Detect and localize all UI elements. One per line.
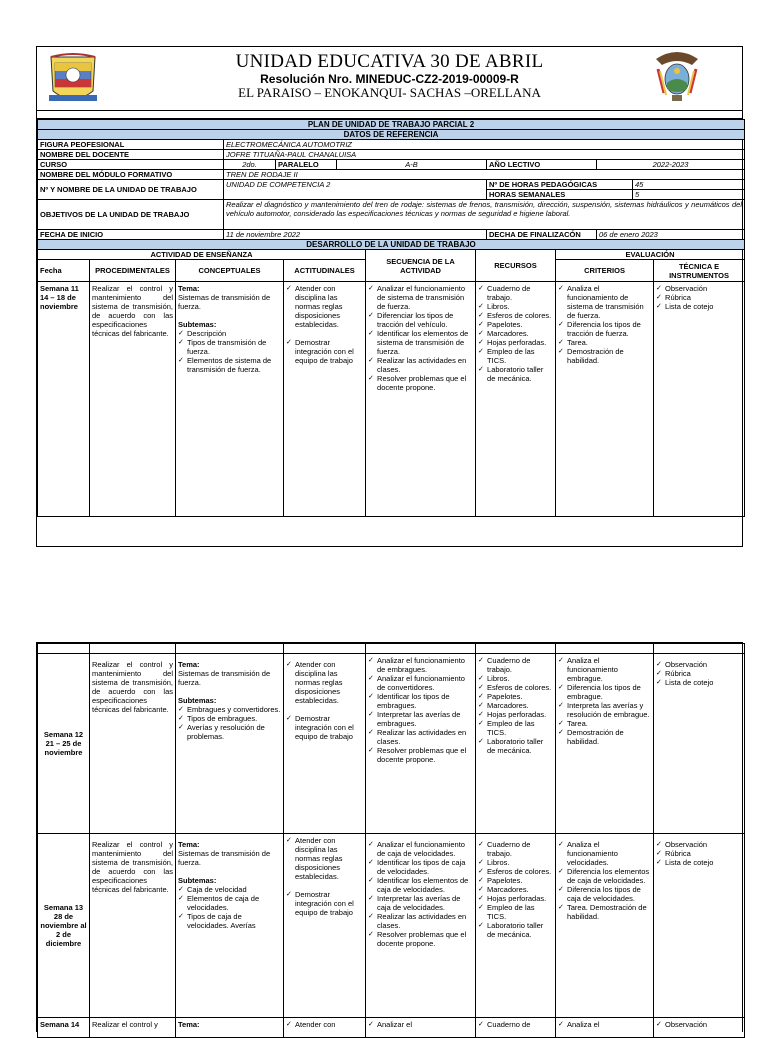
list-item: ✓ Esferos de colores. (478, 311, 553, 320)
list-item: ✓ Resolver problemas que el docente propone. (368, 374, 473, 392)
tema-value: Sistemas de transmisión de fuerza. (178, 669, 271, 687)
unidad-value: UNIDAD DE COMPETENCIA 2 (224, 180, 487, 200)
recurso-item: ✓ Cuaderno de (478, 1020, 553, 1029)
actitudinales-header: ACTITUDINALES (284, 260, 366, 282)
conceptual-cell (176, 282, 284, 517)
criterio-item: ✓ Analiza el (558, 1020, 651, 1029)
list-item: ✓ Resolver problemas que el docente propone. (368, 930, 473, 948)
secuencia-header: SECUENCIA DE LA ACTIVIDAD (366, 250, 476, 282)
list-item: ✓ Hojas perforadas. (478, 710, 553, 719)
secuencia-list (368, 656, 473, 764)
actitudinal-item: ✓ Atender con (286, 1020, 363, 1029)
list-item: ✓ Realizar las actividades en clases. (368, 356, 473, 374)
list-item: ✓ Papelotes. (478, 320, 553, 329)
list-item: ✓ Analiza el funcionamiento velocidades. (558, 840, 651, 867)
objetivos-value: Realizar el diagnóstico y mantenimiento del tren de rodaje: sistemas de frenos, transmisión, dirección, suspensión, sistemas hidráulicos y neumáticos del vehículo automotor, considerado las especificaciones técnicas y normas de seguridad e higiene laboral. (224, 200, 745, 230)
list-item: ✓ Papelotes. (478, 876, 553, 885)
modulo-label: NOMBRE DEL MÓDULO FORMATIVO (38, 170, 224, 180)
list-item: ✓ Diferenciar los tipos de tracción del vehículo. (368, 311, 473, 329)
list-item: ✓ Cuaderno de trabajo. (478, 656, 553, 674)
resolution-number: Resolución Nro. MINEDUC-CZ2-2019-00009-R (260, 72, 519, 86)
list-item: ✓ Rúbrica (656, 669, 742, 678)
actitudinal-item: ✓ Atender con disciplina las normas reglas disposiciones establecidas. (286, 660, 363, 705)
list-item: ✓ Observación (656, 284, 742, 293)
list-item: ✓ Caja de velocidad (178, 885, 281, 894)
list-item: ✓ Lista de cotejo (656, 678, 742, 687)
actividad-header: ACTIVIDAD DE ENSEÑANZA (38, 250, 366, 260)
inicio-label: FECHA DE INICIO (38, 230, 224, 240)
list-item: ✓ Demostración de habilidad. (558, 347, 651, 365)
subtemas-label: Subtemas: (178, 320, 217, 329)
list-item: ✓ Tipos de caja de velocidades. Averías (178, 912, 281, 930)
reference-title: DATOS DE REFERENCIA (38, 130, 745, 140)
docente-label: NOMBRE DEL DOCENTE (38, 150, 224, 160)
actitudinal-item: ✓ Atender con disciplina las normas reglas disposiciones establecidas. (286, 284, 363, 329)
criterios-list (558, 840, 651, 921)
reference-data-table (37, 119, 745, 250)
semana-label: Semana 11 14 – 18 de noviembre (38, 282, 90, 517)
tema-label: Tema: (178, 284, 200, 293)
list-item: ✓ Papelotes. (478, 692, 553, 701)
secuencia-item: ✓ Analizar el (368, 1020, 473, 1029)
fecha-header: Fecha (38, 260, 90, 282)
table-row (38, 1018, 745, 1038)
list-item: ✓ Demostración de habilidad. (558, 728, 651, 746)
list-item: ✓ Hojas perforadas. (478, 894, 553, 903)
list-item: ✓ Esferos de colores. (478, 683, 553, 692)
horas-pedagogicas-label: Nº DE HORAS PEDAGÓGICAS (487, 180, 633, 190)
list-item: ✓ Observación (656, 840, 742, 849)
conceptuales-header: CONCEPTUALES (176, 260, 284, 282)
recursos-list (478, 284, 553, 383)
list-item: ✓ Cuaderno de trabajo. (478, 284, 553, 302)
list-item: ✓ Elementos de sistema de transmisión de fuerza. (178, 356, 281, 374)
list-item: ✓ Libros. (478, 302, 553, 311)
unidad-label: Nº Y NOMBRE DE LA UNIDAD DE TRABAJO (38, 180, 224, 200)
procedimental-text: Realizar el control y mantenimiento del sistema de transmisión, de acuerdo con las especificaciones técnicas del fabricante. (90, 282, 176, 517)
list-item: ✓ Laboratorio taller de mecánica. (478, 365, 553, 383)
list-item: ✓ Analizar el funcionamiento de embragues. (368, 656, 473, 674)
table-row (38, 654, 745, 834)
objetivos-label: OBJETIVOS DE LA UNIDAD DE TRABAJO (38, 200, 224, 230)
inicio-value: 11 de noviembre 2022 (224, 230, 487, 240)
list-item: ✓ Laboratorio taller de mecánica. (478, 737, 553, 755)
list-item: ✓ Libros. (478, 674, 553, 683)
horas-pedagogicas-value: 45 (633, 180, 745, 190)
list-item: ✓ Rúbrica (656, 293, 742, 302)
actitudinal-item: ✓ Atender con disciplina las normas reglas disposiciones establecidas. (286, 836, 363, 881)
list-item: ✓ Diferencia los tipos de caja de velocidades. (558, 885, 651, 903)
list-item: ✓ Analizar el funcionamiento de sistema de transmisión de fuerza. (368, 284, 473, 311)
school-location: EL PARAISO – ENOKANQUI- SACHAS –ORELLANA (238, 85, 541, 100)
list-item: ✓ Tipos de embragues. (178, 714, 281, 723)
table-row (38, 282, 745, 517)
actitudinal-cell (284, 282, 366, 517)
actitudinal-item: ✓ Demostrar integración con el equipo de trabajo (286, 890, 363, 917)
subtemas-list (178, 329, 281, 374)
actitudinal-cell (284, 834, 366, 1018)
subtemas-label: Subtemas: (178, 696, 217, 705)
semana-label: Semana 13 28 de noviembre al 2 de diciembre (38, 834, 90, 1018)
tecnica-item: ✓ Observación (656, 1020, 742, 1029)
list-item: ✓ Laboratorio taller de mecánica. (478, 921, 553, 939)
subtemas-label: Subtemas: (178, 876, 217, 885)
list-item: ✓ Interpretar las averías de embragues. (368, 710, 473, 728)
plan-title: PLAN DE UNIDAD DE TRABAJO PARCIAL 2 (38, 120, 745, 130)
paralelo-value: A-B (337, 160, 487, 170)
evaluacion-header: EVALUACIÓN (556, 250, 745, 260)
list-item: ✓ Cuaderno de trabajo. (478, 840, 553, 858)
secuencia-list (368, 284, 473, 392)
list-item: ✓ Empleo de las TICS. (478, 719, 553, 737)
curso-value: 2do. (224, 160, 276, 170)
list-item: ✓ Realizar las actividades en clases. (368, 912, 473, 930)
procedimental-text: Realizar el control y mantenimiento del sistema de transmisión, de acuerdo con las especificaciones técnicas del fabricante. (90, 654, 176, 834)
semana-label: Semana 14 (38, 1018, 90, 1038)
list-item: ✓ Empleo de las TICS. (478, 347, 553, 365)
list-item: ✓ Realizar las actividades en clases. (368, 728, 473, 746)
figura-value: ELECTROMECÁNICA AUTOMOTRIZ (224, 140, 745, 150)
list-item: ✓ Tarea. (558, 719, 651, 728)
lectivo-value: 2022-2023 (597, 160, 745, 170)
figura-label: FIGURA PEOFESIONAL (38, 140, 224, 150)
recursos-list (478, 656, 553, 755)
list-item: ✓ Hojas perforadas. (478, 338, 553, 347)
horas-semanales-value: 5 (633, 190, 745, 200)
list-item: ✓ Marcadores. (478, 701, 553, 710)
list-item: ✓ Interpreta las averías y resolución de embrague. (558, 701, 651, 719)
tecnica-header: TÉCNICA E INSTRUMENTOS (654, 260, 745, 282)
list-item: ✓ Tarea. Demostración de habilidad. (558, 903, 651, 921)
docente-value: JOFRE TITUAÑA-PAUL CHANALUISA (224, 150, 745, 160)
document-page-1 (36, 46, 743, 547)
list-item: ✓ Descripción (178, 329, 281, 338)
secuencia-list (368, 840, 473, 948)
lectivo-label: AÑO LECTIVO (487, 160, 597, 170)
criterios-header: CRITERIOS (556, 260, 654, 282)
procedimental-text: Realizar el control y mantenimiento del sistema de transmisión, de acuerdo con las especificaciones técnicas del fabricante. (90, 834, 176, 1018)
actitudinal-item: ✓ Demostrar integración con el equipo de trabajo (286, 338, 363, 365)
list-item: ✓ Diferencia los elementos de caja de velocidades. (558, 867, 651, 885)
development-table-continued (37, 643, 745, 1038)
procedimentales-header: PROCEDIMENTALES (90, 260, 176, 282)
list-item: ✓ Lista de cotejo (656, 858, 742, 867)
tema-value: Sistemas de transmisión de fuerza. (178, 293, 271, 311)
tecnicas-list (656, 284, 742, 311)
list-item: ✓ Interpretar las averías de caja de velocidades. (368, 894, 473, 912)
subtemas-list (178, 885, 281, 930)
tema-label: Tema: (178, 660, 200, 669)
criterios-list (558, 284, 651, 365)
actitudinal-cell (284, 654, 366, 834)
tema-label: Tema: (178, 840, 200, 849)
recursos-list (478, 840, 553, 939)
list-item: ✓ Libros. (478, 858, 553, 867)
curso-label: CURSO (38, 160, 224, 170)
conceptual-cell (176, 834, 284, 1018)
list-item: ✓ Diferencia los tipos de tracción de fuerza. (558, 320, 651, 338)
table-row (38, 834, 745, 1018)
list-item: ✓ Lista de cotejo (656, 302, 742, 311)
national-coat-of-arms (652, 49, 702, 107)
list-item: ✓ Embragues y convertidores. (178, 705, 281, 714)
list-item: ✓ Analiza el funcionamiento embrague. (558, 656, 651, 683)
document-page-2 (36, 642, 743, 1032)
recursos-header: RECURSOS (476, 250, 556, 282)
modulo-value: TREN DE RODAJE II (224, 170, 745, 180)
development-table (37, 249, 745, 517)
list-item: ✓ Observación (656, 660, 742, 669)
tecnicas-list (656, 840, 742, 867)
list-item: ✓ Rúbrica (656, 849, 742, 858)
list-item: ✓ Tipos de transmisión de fuerza. (178, 338, 281, 356)
list-item: ✓ Marcadores. (478, 329, 553, 338)
fin-label: DECHA DE FINALIZACÓN (487, 230, 597, 240)
procedimental-text: Realizar el control y (90, 1018, 176, 1038)
tema-value: Sistemas de transmisión de fuerza. (178, 849, 271, 867)
list-item: ✓ Esferos de colores. (478, 867, 553, 876)
list-item: ✓ Tarea. (558, 338, 651, 347)
list-item: ✓ Analiza el funcionamiento de sistema de transmisión de fuerza. (558, 284, 651, 320)
list-item: ✓ Empleo de las TICS. (478, 903, 553, 921)
school-name: UNIDAD EDUCATIVA 30 DE ABRIL (235, 51, 544, 72)
list-item: ✓ Identificar los elementos de caja de velocidades. (368, 876, 473, 894)
desarrollo-title: DESARROLLO DE LA UNIDAD DE TRABAJO (38, 240, 745, 250)
horas-semanales-label: HORAS SEMANALES (487, 190, 633, 200)
list-item: ✓ Elementos de caja de velocidades. (178, 894, 281, 912)
semana-label: Semana 12 21 – 25 de noviembre (38, 654, 90, 834)
list-item: ✓ Marcadores. (478, 885, 553, 894)
list-item: ✓ Resolver problemas que el docente propone. (368, 746, 473, 764)
list-item: ✓ Identificar los elementos de sistema de transmisión de fuerza. (368, 329, 473, 356)
list-item: ✓ Diferencia los tipos de embrague. (558, 683, 651, 701)
list-item: ✓ Identificar los tipos de caja de velocidades. (368, 858, 473, 876)
conceptual-cell (176, 654, 284, 834)
subtemas-list (178, 705, 281, 741)
actitudinal-item: ✓ Demostrar integración con el equipo de trabajo (286, 714, 363, 741)
paralelo-label: PARALELO (276, 160, 337, 170)
list-item: ✓ Averías y resolución de problemas. (178, 723, 281, 741)
list-item: ✓ Identificar los tipos de embragues. (368, 692, 473, 710)
tecnicas-list (656, 660, 742, 687)
list-item: ✓ Analizar el funcionamiento de convertidores. (368, 674, 473, 692)
fin-value: 06 de enero 2023 (597, 230, 745, 240)
criterios-list (558, 656, 651, 746)
document-header (37, 47, 742, 111)
list-item: ✓ Analizar el funcionamiento de caja de velocidades. (368, 840, 473, 858)
tema-label: Tema: (176, 1018, 284, 1038)
